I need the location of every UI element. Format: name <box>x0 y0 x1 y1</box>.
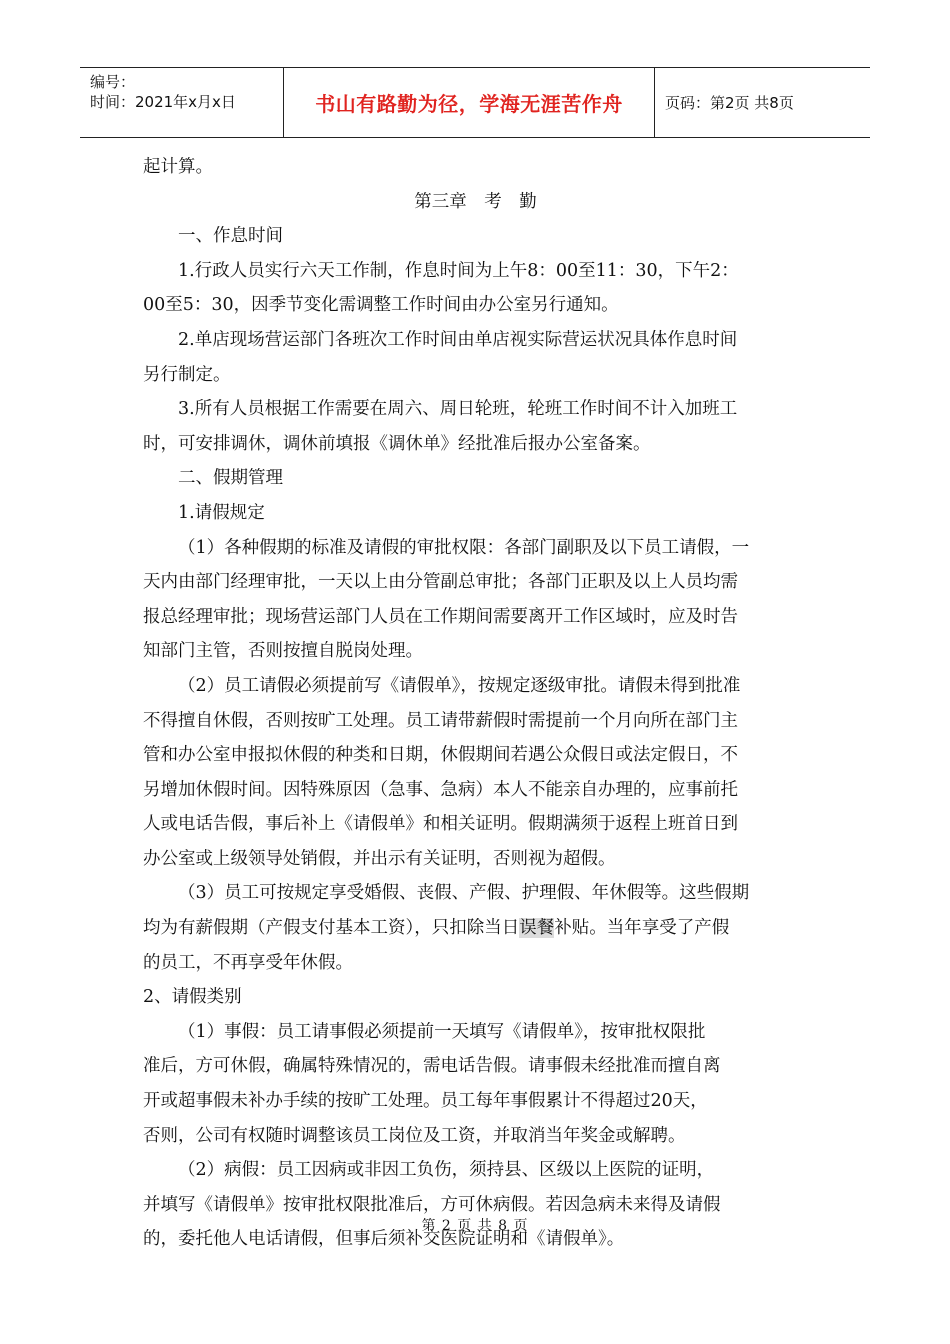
chapter-title: 第三章 考 勤 <box>414 191 537 212</box>
text-line: 2.单店现场营运部门各班次工作时间由单店视实际营运状况具体作息时间 <box>178 329 738 350</box>
text-line: 天内由部门经理审批，一天以上由分管副总审批；各部门正职及以上人员均需 <box>143 572 738 593</box>
serial-label: 编号： <box>90 73 136 91</box>
document-body <box>143 150 808 1257</box>
section-heading: 一、作息时间 <box>178 226 283 247</box>
page-header <box>80 67 870 138</box>
header-page-cell <box>655 68 870 137</box>
text-line: 1.行政人员实行六天工作制，作息时间为上午8：00至11：30，下午2： <box>178 260 739 281</box>
page-info: 页码：第2页 共8页 <box>665 94 794 112</box>
text-line: 并填写《请假单》按审批权限批准后，方可休病假。若因急病未来得及请假 <box>143 1194 721 1215</box>
subsection-heading: 2、请假类别 <box>143 987 242 1008</box>
text-line: 另行制定。 <box>143 364 231 385</box>
text-line: （1）各种假期的标准及请假的审批权限：各部门副职及以下员工请假，一 <box>178 537 750 558</box>
text-line: 人或电话告假，事后补上《请假单》和相关证明。假期满须于返程上班首日到 <box>143 814 738 835</box>
text-segment: 补贴。当年享受了产假 <box>554 918 730 939</box>
date-label: 时间：2021年x月x日 <box>90 93 236 111</box>
text-segment: 均为有薪假期（产假支付基本工资），只扣除当日 <box>143 918 520 939</box>
text-line: 的员工，不再享受年休假。 <box>143 952 353 973</box>
text-line: （2）员工请假必须提前写《请假单》，按规定逐级审批。请假未得到批准 <box>178 675 741 696</box>
text-line: 办公室或上级领导处销假，并出示有关证明，否则视为超假。 <box>143 848 616 869</box>
text-line: 管和办公室申报拟休假的种类和日期，休假期间若遇公众假日或法定假日，不 <box>143 745 738 766</box>
text-line: （3）员工可按规定享受婚假、丧假、产假、护理假、年休假等。这些假期 <box>178 883 750 904</box>
text-line: 报总经理审批；现场营运部门人员在工作期间需要离开工作区域时，应及时告 <box>143 606 738 627</box>
text-line: 的，委托他人电话请假，但事后须补交医院证明和《请假单》。 <box>143 1229 625 1250</box>
text-line: 另增加休假时间。因特殊原因（急事、急病）本人不能亲自办理的，应事前托 <box>143 779 738 800</box>
text-line: 准后，方可休假，确属特殊情况的，需电话告假。请事假未经批准而擅自离 <box>143 1056 721 1077</box>
text-line: 开或超事假未补办手续的按旷工处理。员工每年事假累计不得超过20天， <box>143 1091 708 1112</box>
header-motto-cell <box>283 68 655 137</box>
highlighted-text: 误餐 <box>519 918 555 939</box>
text-line: （1）事假：员工请事假必须提前一天填写《请假单》，按审批权限批 <box>178 1021 706 1042</box>
text-line: 时，可安排调休，调休前填报《调休单》经批准后报办公室备案。 <box>143 433 651 454</box>
text-line: 3.所有人员根据工作需要在周六、周日轮班，轮班工作时间不计入加班工 <box>178 399 738 420</box>
text-line: 否则，公司有权随时调整该员工岗位及工资，并取消当年奖金或解聘。 <box>143 1125 686 1146</box>
header-meta <box>80 68 283 137</box>
text-line: 00至5：30，因季节变化需调整工作时间由办公室另行通知。 <box>143 295 619 316</box>
text-line: 不得擅自休假，否则按旷工处理。员工请带薪假时需提前一个月向所在部门主 <box>143 710 738 731</box>
text-line: 起计算。 <box>143 157 213 177</box>
text-line: （2）病假：员工因病或非因工负伤，须持县、区级以上医院的证明， <box>178 1160 715 1181</box>
text-line <box>143 911 808 946</box>
subsection-heading: 1.请假规定 <box>178 502 265 523</box>
text-line: 知部门主管，否则按擅自脱岗处理。 <box>143 641 423 662</box>
section-heading: 二、假期管理 <box>178 468 283 489</box>
page-footer: 第 2 页 共 8 页 <box>421 1218 529 1234</box>
motto: 书山有路勤为径，学海无涯苦作舟 <box>315 92 623 116</box>
